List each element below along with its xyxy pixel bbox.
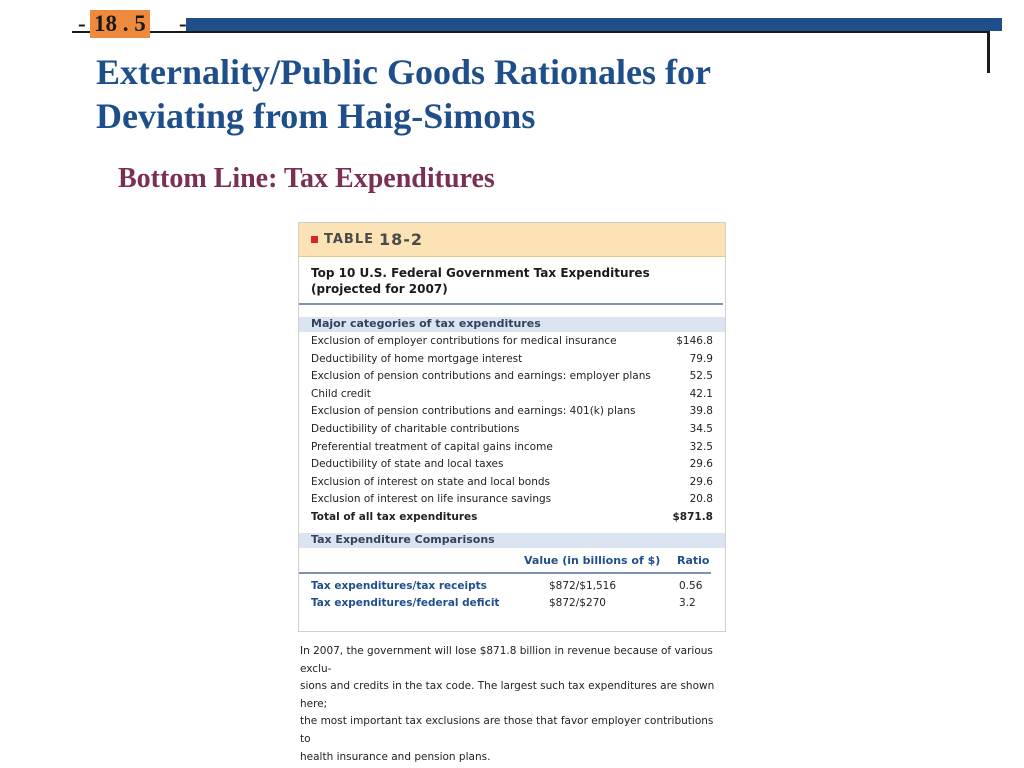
row-label: Exclusion of pension contributions and earnings: employer plans — [311, 370, 651, 383]
slide-title — [96, 50, 956, 138]
row-value: 29.6 — [689, 475, 713, 488]
slide-subtitle: Bottom Line: Tax Expenditures — [118, 163, 495, 194]
row-label: Exclusion of interest on life insurance savings — [311, 493, 552, 506]
table-row — [299, 476, 725, 494]
comparison-value: $872/$270 — [549, 596, 606, 609]
row-value: 52.5 — [689, 370, 713, 383]
row-value: 20.8 — [689, 493, 713, 506]
comparison-ratio-header: Ratio — [677, 553, 710, 567]
header-accent-bar — [186, 18, 1002, 31]
slide-number-dash-right: - — [179, 11, 187, 36]
table-label-bar — [299, 223, 725, 257]
row-label: Exclusion of interest on state and local bonds — [311, 475, 551, 488]
comparison-value-header: Value (in billions of $) — [524, 553, 661, 567]
row-value: $871.8 — [672, 510, 713, 523]
table-title — [299, 257, 723, 305]
table-row — [299, 335, 725, 353]
comparison-value: $872/$1,516 — [549, 579, 616, 592]
table-row — [299, 441, 725, 459]
row-value: 42.1 — [689, 387, 713, 400]
slide-title-line-2: Deviating from Haig-Simons — [96, 96, 536, 136]
comparison-row — [299, 578, 725, 595]
table-row — [299, 458, 725, 476]
slide-title-line-1: Externality/Public Goods Rationales for — [96, 52, 711, 92]
header-corner-rule — [987, 31, 990, 73]
row-label: Deductibility of state and local taxes — [311, 458, 504, 471]
expenditure-rows — [299, 332, 725, 529]
table-row — [299, 353, 725, 371]
slide-number: 18 . 5 — [90, 10, 150, 38]
row-label: Total of all tax expenditures — [311, 510, 478, 523]
table-row — [299, 388, 725, 406]
caption-line-2: sions and credits in the tax code. The largest such tax expenditures are shown here; — [300, 680, 715, 710]
table-row — [299, 493, 725, 511]
table-figure — [298, 222, 726, 632]
row-label: Deductibility of home mortgage interest — [311, 352, 523, 365]
comparison-row — [299, 595, 725, 612]
row-value: 32.5 — [689, 440, 713, 453]
table-bullet-icon — [311, 236, 318, 243]
table-row-total — [299, 511, 725, 529]
section-header-categories: Major categories of tax expenditures — [299, 317, 725, 332]
caption-line-3: the most important tax exclusions are those that favor employer contributions to — [300, 715, 714, 745]
caption-line-1: In 2007, the government will lose $871.8 billion in revenue because of various exclu- — [300, 645, 713, 675]
table-row — [299, 405, 725, 423]
comparison-ratio: 3.2 — [679, 596, 696, 609]
table-title-line-1: Top 10 U.S. Federal Government Tax Expenditures — [311, 266, 650, 280]
row-value: 39.8 — [689, 405, 713, 418]
table-title-line-2: (projected for 2007) — [311, 282, 448, 296]
row-value: 29.6 — [689, 458, 713, 471]
row-value: 79.9 — [689, 352, 713, 365]
table-caption — [300, 643, 720, 766]
row-value: 34.5 — [689, 422, 713, 435]
comparison-header-row — [299, 548, 711, 574]
section-header-comparisons: Tax Expenditure Comparisons — [299, 533, 725, 548]
row-value: $146.8 — [676, 335, 713, 347]
row-label: Preferential treatment of capital gains income — [311, 440, 553, 453]
table-label-word: TABLE — [324, 232, 374, 247]
comparison-label: Tax expenditures/federal deficit — [311, 596, 500, 609]
comparison-label: Tax expenditures/tax receipts — [311, 579, 487, 592]
slide-number-dash-left: - — [78, 11, 86, 36]
table-label-number: 18-2 — [379, 230, 424, 249]
caption-line-4: health insurance and pension plans. — [300, 750, 491, 763]
row-label: Child credit — [311, 387, 371, 400]
table-row — [299, 423, 725, 441]
row-label: Exclusion of pension contributions and earnings: 401(k) plans — [311, 405, 636, 418]
table-row — [299, 370, 725, 388]
comparison-ratio: 0.56 — [679, 579, 703, 592]
header-rule — [72, 31, 990, 33]
row-label: Deductibility of charitable contributions — [311, 422, 520, 435]
row-label: Exclusion of employer contributions for medical insurance — [311, 335, 617, 347]
